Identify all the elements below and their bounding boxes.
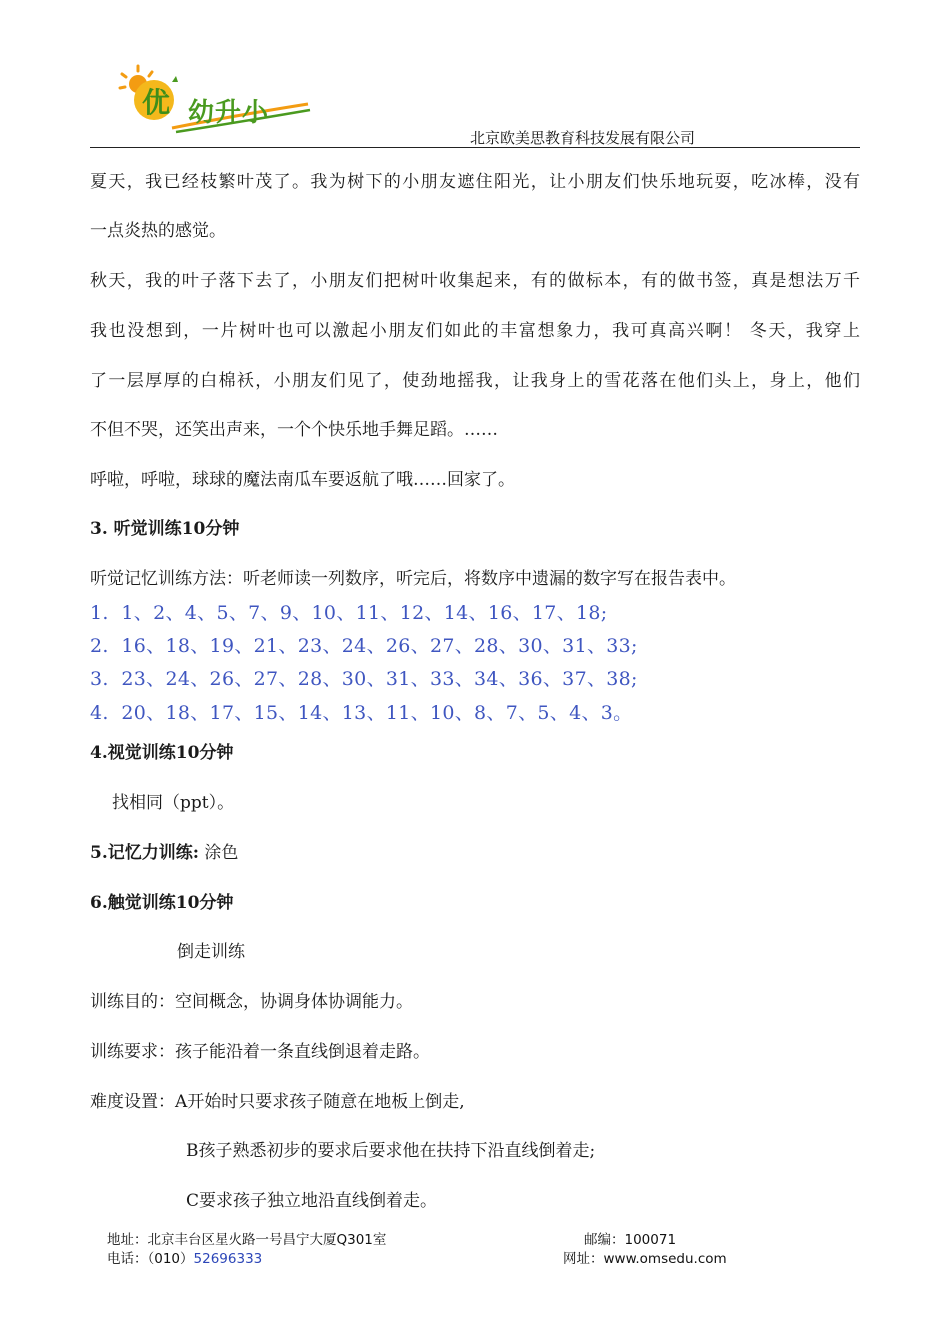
sequence-line-3: 3. 23、24、26、27、28、30、31、33、34、36、37、38; <box>90 668 638 690</box>
difficulty-b: B孩子熟悉初步的要求后要求他在扶持下沿直线倒着走; <box>186 1141 596 1161</box>
paragraph-autumn-line-2: 我也没想到，一片树叶也可以激起小朋友们如此的丰富想象力，我可真高兴啊！ 冬天，我穿上 <box>90 321 860 341</box>
section-5-text: 涂色 <box>199 843 239 863</box>
section-4-heading: 4.视觉训练10分钟 <box>90 743 234 763</box>
sequence-line-4: 4. 20、18、17、15、14、13、11、10、8、7、5、4、3。 <box>90 702 633 724</box>
section-6-heading: 6.触觉训练10分钟 <box>90 893 234 913</box>
footer-address: 地址：北京丰台区星火路一号昌宁大厦Q301室 <box>107 1232 387 1248</box>
footer-phone-label: 电话：（010） <box>107 1251 194 1267</box>
training-requirement: 训练要求：孩子能沿着一条直线倒退着走路。 <box>90 1042 430 1062</box>
sequence-line-1: 1. 1、2、4、5、7、9、10、11、12、14、16、17、18; <box>90 602 608 624</box>
section-6-title: 倒走训练 <box>177 942 245 962</box>
section-3-method: 听觉记忆训练方法：听老师读一列数序，听完后，将数序中遗漏的数字写在报告表中。 <box>90 569 736 589</box>
section-4-text: 找相同（ppt）。 <box>112 793 235 813</box>
logo-text: 幼升小 <box>188 98 270 128</box>
paragraph-ending: 呼啦，呼啦，球球的魔法南瓜车要返航了哦……回家了。 <box>90 470 515 490</box>
training-goal: 训练目的：空间概念，协调身体协调能力。 <box>90 992 413 1012</box>
footer-phone <box>107 1247 262 1267</box>
difficulty-a: 难度设置：A开始时只要求孩子随意在地板上倒走, <box>90 1092 465 1112</box>
logo-mark: 优 <box>142 86 171 119</box>
section-5-heading: 5.记忆力训练: <box>90 843 200 863</box>
paragraph-summer-line-1: 夏天，我已经枝繁叶茂了。我为树下的小朋友遮住阳光，让小朋友们快乐地玩耍，吃冰棒，没有 <box>90 172 860 192</box>
paragraph-autumn-line-4: 不但不哭，还笑出声来，一个个快乐地手舞足蹈。…… <box>90 420 498 440</box>
difficulty-c: C要求孩子独立地沿直线倒着走。 <box>186 1191 438 1211</box>
paragraph-summer-line-2: 一点炎热的感觉。 <box>90 221 226 241</box>
section-3-heading: 3. 听觉训练10分钟 <box>90 519 240 539</box>
company-name: 北京欧美思教育科技发展有限公司 <box>470 129 696 147</box>
footer-website: 网址：www.omsedu.com <box>563 1251 727 1267</box>
header-divider <box>90 147 860 148</box>
footer-phone-number: 52696333 <box>193 1251 263 1267</box>
paragraph-autumn-line-1: 秋天，我的叶子落下去了，小朋友们把树叶收集起来，有的做标本，有的做书签，真是想法万千 <box>90 271 860 291</box>
sequence-line-2: 2. 16、18、19、21、23、24、26、27、28、30、31、33; <box>90 635 638 657</box>
footer-postcode: 邮编：100071 <box>584 1232 677 1248</box>
paragraph-autumn-line-3: 了一层厚厚的白棉袄，小朋友们见了，使劲地摇我，让我身上的雪花落在他们头上，身上，他们 <box>90 371 860 391</box>
section-5-line <box>90 842 238 864</box>
